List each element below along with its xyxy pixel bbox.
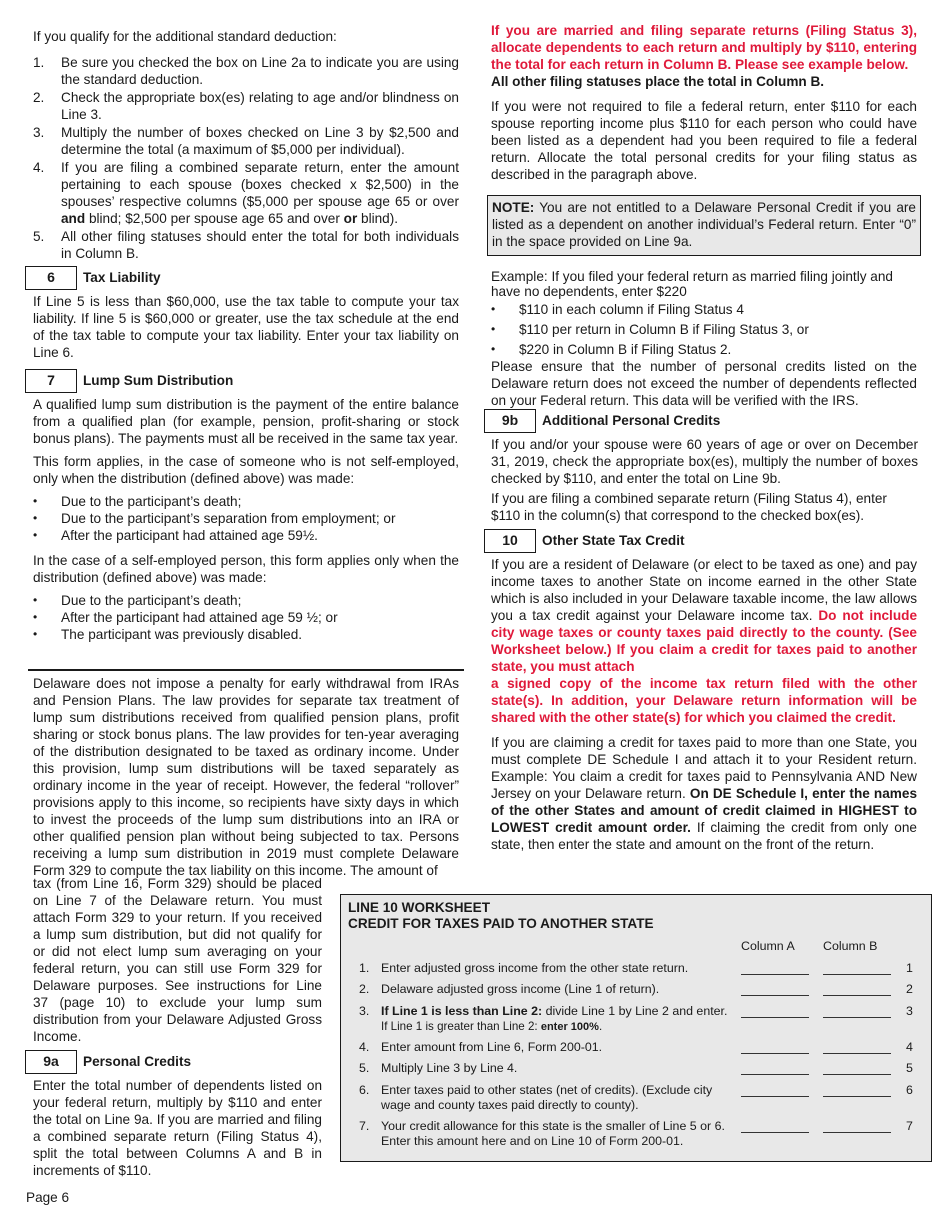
left-column [33, 29, 459, 264]
section-7-p1: A qualified lump sum distribution is the payment of the entire balance from a qualified plan (for example, pension, profit-sharing or stock bonus plans). The payments must all be received in the same tax year. [33, 397, 459, 446]
section-7-header [25, 367, 459, 395]
line-2-column-b-field[interactable] [823, 982, 891, 996]
note-text: You are not entitled to a Delaware Personal Credit if you are listed as a dependent on another individual’s Federal return. Enter “0” in the space provided on Line 9a. [492, 199, 916, 249]
section-6 [25, 264, 459, 362]
section-9b-p1: If you and/or your spouse were 60 years of age or over on December 31, 2019, check the appropriate box(es), multiply the number of boxes checked by $110, and enter the total on Line 9b. [491, 437, 918, 486]
line-6-column-b-field[interactable] [823, 1083, 891, 1097]
section-10-p1: If you are a resident of Delaware (or elect to be taxed as one) and pay income taxes to another State on income earned in the other State which is also included in your Delaware taxable income, the law allows you a tax credit against your Delaware income tax. Do not include city wage taxes or county taxes paid directly to the county. (See Worksheet below.) If you claim a credit for taxes paid to another state, you must attach [491, 557, 918, 674]
line-7-column-a-field[interactable] [741, 1119, 809, 1133]
section-9a-title: Personal Credits [83, 1053, 192, 1069]
section-divider [28, 669, 464, 671]
section-7-list1 [33, 494, 459, 545]
line-7-column-b-field[interactable] [823, 1119, 891, 1133]
section-6-title: Tax Liability [83, 269, 161, 285]
page-number: Page 6 [26, 1190, 70, 1205]
section-7-title: Lump Sum Distribution [83, 372, 234, 388]
list-item: 4. If you are filing a combined separate return, enter the amount pertaining to each spouse (boxes checked x $2,500) in the spouses’ respective columns ($5,000 per spouse age 65 or over and blind; $2,500 per spouse age 65 and over or blind). [33, 159, 459, 226]
list-item: • After the participant had attained age 59½. [33, 527, 318, 543]
section-10 [484, 527, 918, 854]
line-4-column-a-field[interactable] [741, 1040, 809, 1054]
line-10-worksheet: LINE 10 WORKSHEET CREDIT FOR TAXES PAID TO ANOTHER STATE Column A Column B 1. Enter adjusted gross income from the other state return. 1 2. Delaware adjusted gross income (Line 1 of return). 2 3. If Line 1 is less than Line 2: divide Line 1 by Line 2 and enter. If Line 1 is greater than Line 2: enter 100%. 3 4. Enter amount from Line 6, Form 200-01. 4 5. Multiply Line 3 by Line 4. 5 6. Enter taxes paid to other states (net of credits). (Exclude city wage and county taxes paid directly to county). 6 7. Your credit allowance for this state is the smaller of Line 5 or 6. Enter this amount here and on Line 10 of Form 200-01. 7 [340, 894, 932, 1162]
section-10-title: Other State Tax Credit [542, 532, 685, 548]
section-7 [25, 367, 459, 644]
line-3-column-a-field[interactable] [741, 1004, 809, 1018]
line-1-column-b-field[interactable] [823, 961, 891, 975]
line-4-column-b-field[interactable] [823, 1040, 891, 1054]
list-item: • Due to the participant’s death; [33, 493, 242, 509]
section-7-p2: This form applies, in the case of someone who is not self-employed, only when the distribution (defined above) was made: [33, 453, 459, 486]
worksheet-subtitle: CREDIT FOR TAXES PAID TO ANOTHER STATE [348, 916, 654, 931]
list-item: • $110 in each column if Filing Status 4 [491, 301, 744, 317]
section-10-signed-copy: a signed copy of the income tax return filed with the other state(s). In addition, your Delaware return information will be shared with the other state(s) for which you claimed the credit. [491, 675, 917, 725]
list-item: • Due to the participant’s separation from employment; or [33, 510, 396, 526]
section-9a-number: 9a [25, 1050, 77, 1074]
personal-credits-verify-text: Please ensure that the number of personal credits listed on the Delaware return does not exceed the number of dependents reflected on your Federal return. This data will be verified with the IRS. [491, 358, 917, 408]
section-9b-number: 9b [484, 409, 536, 433]
section-10-p3: If you are claiming a credit for taxes paid to more than one State, you must complete DE Schedule I and attach it to your Resident return. Example: You claim a credit for taxes paid to Pennsylvania AND New Jersey on your Delaware return. On DE Schedule I, enter the names of the other States and amount of credit claimed in HIGHEST to LOWEST credit amount order. If claiming the credit from only one state, then enter the state and amount on the front of the return. [491, 734, 918, 852]
no-federal-return-text: If you were not required to file a federal return, enter $110 for each spouse reporting income plus $110 for each person who could have been listed as a dependent had you been required to file a federal return. Allocate the total personal credits for your filing status as described in the paragraph above. [491, 98, 917, 182]
note-label: NOTE: [492, 199, 535, 215]
worksheet-title: LINE 10 WORKSHEET [348, 900, 490, 915]
line-3-column-b-field[interactable] [823, 1004, 891, 1018]
line-1-column-a-field[interactable] [741, 961, 809, 975]
section-7-number: 7 [25, 369, 77, 393]
column-b-header: Column B [823, 939, 878, 953]
list-item: • $220 in Column B if Filing Status 2. [491, 341, 732, 357]
section-9b [484, 407, 918, 525]
list-item: 3. Multiply the number of boxes checked on Line 3 by $2,500 and determine the total (a maximum of $5,000 per individual). [33, 124, 459, 157]
line-5-column-a-field[interactable] [741, 1061, 809, 1075]
example-list [491, 302, 917, 359]
list-item: 2. Check the appropriate box(es) relating to age and/or blindness on Line 3. [33, 89, 459, 122]
std-deduction-intro: If you qualify for the additional standard deduction: [33, 29, 337, 44]
list-item: 5. All other filing statuses should enter the total for both individuals in Column B. [33, 228, 459, 261]
note-box [487, 195, 921, 256]
section-9b-title: Additional Personal Credits [542, 412, 721, 428]
list-item: • The participant was previously disabled. [33, 626, 303, 642]
section-9a-header [25, 1048, 325, 1076]
section-10-header [484, 527, 918, 555]
std-deduction-list [33, 55, 459, 263]
list-item: • $110 per return in Column B if Filing Status 3, or [491, 321, 809, 337]
filing-status-3-instruction: If you are married and filing separate returns (Filing Status 3), allocate dependents to each return and multiply by $110, entering the total for each return in Column B. Please see example below. [491, 23, 917, 72]
line-2-column-a-field[interactable] [741, 982, 809, 996]
section-6-number: 6 [25, 266, 77, 290]
section-6-header [25, 264, 459, 292]
line-6-column-a-field[interactable] [741, 1083, 809, 1097]
section-7-list2 [33, 593, 459, 644]
line-5-column-b-field[interactable] [823, 1061, 891, 1075]
section-9b-header [484, 407, 918, 435]
section-6-text: If Line 5 is less than $60,000, use the tax table to compute your tax liability. If line 5 is $60,000 or greater, use the tax schedule at the end of the tax table to compute your tax liability. Enter your tax liability on Line 6. [33, 294, 459, 360]
lump-sum-paragraph: Delaware does not impose a penalty for early withdrawal from IRAs and Pension Plans. The law provides for separate tax treatment of lump sum distributions received from qualified pension plans, profit sharing or stock bonus plans. The law provides for ten-year averaging of the distribution designated to be taxed as ordinary income. Under this provision, lump sum distributions will be taxed separately as ordinary income in the year of receipt. However, the federal “rollover” provisions apply to this income, so recipients have sixty days in which to invest the proceeds of the lump sum distributions into an IRA or other qualified pension plan without being subjected to tax. Persons receiving a lump sum distribution in 2019 must complete Delaware Form 329 to compute the tax liability on this income. The amount of [33, 676, 459, 878]
other-status-instruction: All other filing statuses place the total in Column B. [491, 73, 825, 89]
list-item: • After the participant had attained age 59 ½; or [33, 609, 338, 625]
section-9a [25, 1048, 325, 1180]
section-7-p3: In the case of a self-employed person, this form applies only when the distribution (defined above) was made: [33, 552, 459, 585]
lump-sum-paragraph-continued: tax (from Line 16, Form 329) should be placed on Line 7 of the Delaware return. You must attach Form 329 to your return. If you received a lump sum distribution, but did not qualify for or did not elect lump sum averaging on your federal return, you can still use Form 329 for Delaware purposes. See instructions for Line 37 (page 10) to exclude your lump sum distribution from your Delaware Adjusted Gross Income. [33, 876, 322, 1044]
section-9b-p2: If you are filing a combined separate return (Filing Status 4), enter $110 in the column(s) that correspond to the checked box(es). [491, 490, 887, 523]
section-10-number: 10 [484, 529, 536, 553]
right-column [491, 23, 917, 410]
section-9a-text: Enter the total number of dependents listed on your federal return, multiply by $110 and enter the total on Line 9a. If you are married and filing a combined separate return (Filing Status 4), split the total between Columns A and B in increments of $110. [33, 1078, 322, 1178]
column-a-header: Column A [741, 939, 795, 953]
list-item: 1. Be sure you checked the box on Line 2a to indicate you are using the standard deduction. [33, 54, 459, 87]
example-text: Example: If you filed your federal return as married filing jointly and have no dependents, enter $220 [491, 268, 893, 299]
list-item: • Due to the participant’s death; [33, 592, 242, 608]
